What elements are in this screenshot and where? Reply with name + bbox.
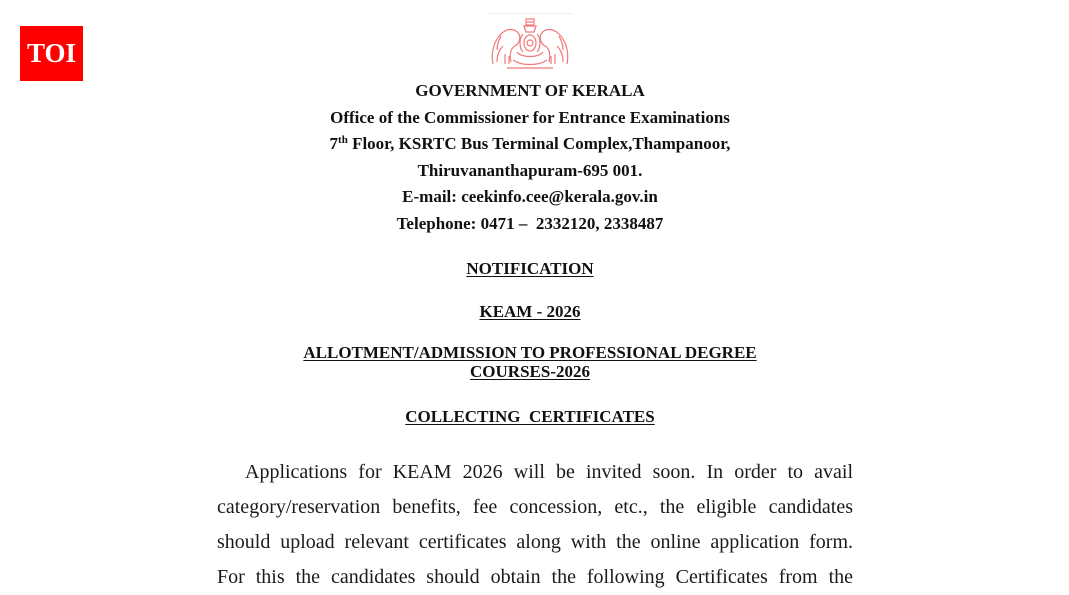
address-line-2: Thiruvananthapuram-695 001. (417, 160, 643, 180)
body-line: For this the candidates should obtain the following Certificates from the (217, 566, 853, 588)
body-paragraph (217, 455, 853, 595)
address-line-1 (0, 131, 1060, 158)
office-name: Office of the Commissioner for Entrance Examinations (330, 107, 730, 127)
exam-heading: KEAM - 2026 (479, 302, 581, 321)
body-line: should upload relevant certificates along with the online application form. (217, 531, 853, 553)
email-line: E-mail: ceekinfo.cee@kerala.gov.in (402, 187, 658, 206)
floor-suffix: th (338, 134, 348, 146)
telephone-line: Telephone: 0471 – 2332120, 2338487 (396, 213, 664, 233)
notification-heading: NOTIFICATION (466, 259, 594, 278)
kerala-emblem-icon (487, 14, 573, 72)
letterhead (0, 78, 1060, 237)
subject-heading-line-2: COURSES-2026 (470, 362, 590, 381)
toi-logo: TOI (20, 26, 83, 81)
subject-heading-line-1: ALLOTMENT/ADMISSION TO PROFESSIONAL DEGREE (303, 343, 757, 362)
floor-number: 7 (329, 134, 339, 153)
body-line: Applications for KEAM 2026 will be invited soon. In order to avail (245, 461, 853, 483)
body-line: category/reservation benefits, fee concession, etc., the eligible candidates (217, 496, 853, 518)
topic-heading: COLLECTING CERTIFICATES (405, 407, 655, 426)
government-name: GOVERNMENT OF KERALA (415, 81, 645, 100)
address-rest: Floor, KSRTC Bus Terminal Complex,Thampanoor, (347, 134, 731, 153)
